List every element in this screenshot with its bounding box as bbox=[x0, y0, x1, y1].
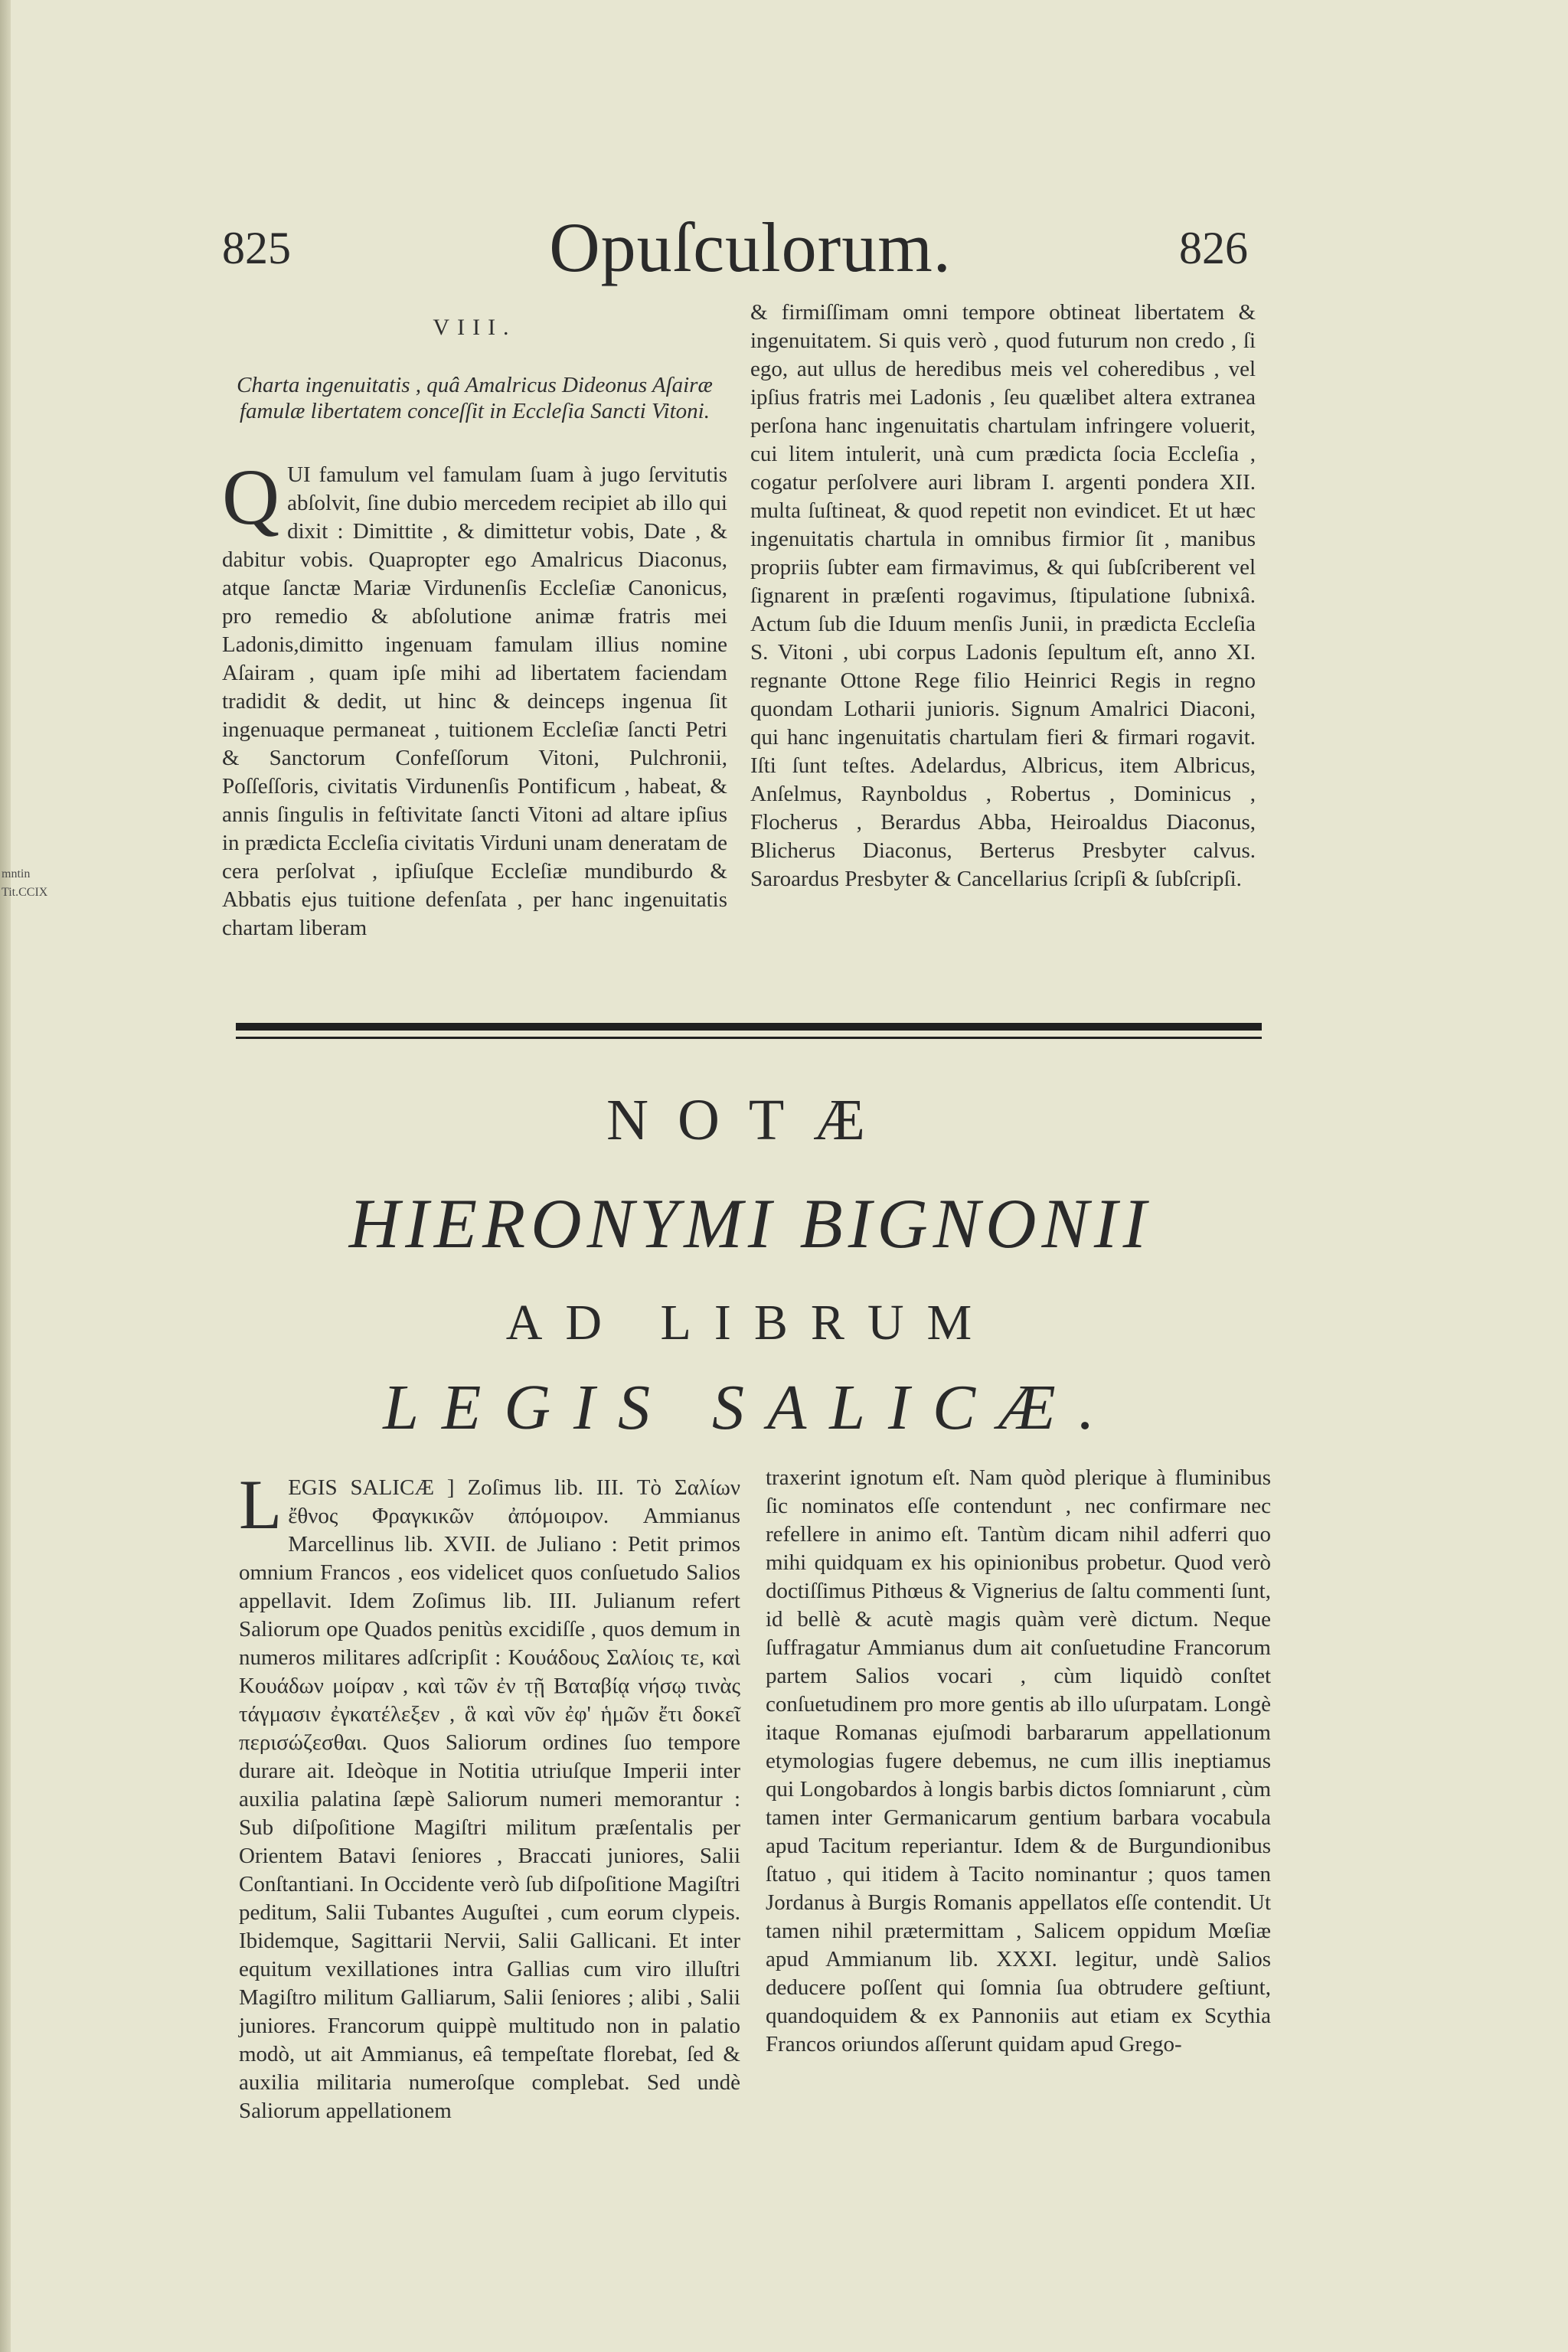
notes-title-line2: HIERONYMI BIGNONII bbox=[348, 1184, 1152, 1263]
charter-left-column bbox=[222, 310, 727, 942]
divider-thin bbox=[236, 1037, 1262, 1039]
notes-title-line4: LEGIS SALICÆ. bbox=[383, 1372, 1118, 1443]
right-page-number: 826 bbox=[1179, 223, 1248, 273]
section-number: VIII. bbox=[433, 315, 517, 340]
charter-right-text: & firmiſſimam omni tempore obtineat libertatem & ingenuitatem. Si quis verò , quod futurum non credo , ſi ego, aut ullus de heredibus meis vel coheredibus , vel ipſius fratris mei Ladonis , ſeu quælibet altera extranea perſona hanc ingenuitatis chartulam infringere voluerit, cui litem intulerit, unà cum prædicta ſocia Eccleſia , cogatur perſolvere auri libram I. argenti pondera XII. multa ſuſtineat, & quod repetit non evindicet. Et ut hæc ingenuitatis chartula in omnibus firmior ſit , manibus propriis ſubter eam firmavimus, & qui ſubſcriberent vel ſignarent in præſenti rogavimus, ſtipulatione ſubnixâ. Actum ſub die Iduum menſis Junii, in prædicta Eccleſia S. Vitoni , ubi corpus Ladonis ſepultum eſt, anno XI. regnante Ottone Rege filio Heinrici Regis in regno quondam Lotharii junioris. Signum Amalrici Diaconi, qui hanc ingenuitatis chartulam fieri & firmari rogavit. Iſti ſunt teſtes. Adelardus, Albricus, item Albricus, Anſelmus, Raynboldus , Robertus , Dominicus , Flocherus , Berardus Abba, Heiroaldus Diaconus, Blicherus Diaconus, Berterus Presbyter calvus. Saroardus Presbyter & Cancellarius ſcripſi & ſubſcripſi. bbox=[750, 300, 1256, 891]
notes-right-column bbox=[766, 1464, 1271, 2059]
margin-note-line: mntin bbox=[2, 867, 31, 880]
drop-cap: L bbox=[239, 1465, 283, 1544]
margin-note bbox=[2, 865, 48, 902]
charter-summary: Charta ingenuitatis , quâ Amalricus Dideonus Aſairæ famulæ libertatem conceſſit in Eccleſia Sancti Vitoni. bbox=[237, 373, 713, 423]
drop-cap: Q bbox=[222, 453, 280, 541]
notes-left-column bbox=[239, 1465, 740, 2125]
charter-paragraph bbox=[222, 453, 727, 942]
notes-right-text: traxerint ignotum eſt. Nam quòd plerique à fluminibus ſic nominatos eſſe contendunt , nec confirmare nec refellere in animo eſt. Tantùm dicam nihil adferri quo mihi quidquam ex his opinionibus probetur. Quod verò doctiſſimus Pithœus & Vignerius de ſaltu commenti ſunt, id bellè & acutè magis quàm verè dictum. Neque ſuffragatur Ammianus dum ait conſuetudine Francorum partem Salios vocari , cùm liquidò conſtet conſuetudinem pro more gentis ab illo uſurpatam. Longè itaque Romanas ejuſmodi barbararum appellationum etymologias fugere debemus, ne cum illis ineptiamus qui Longobardos à longis barbis dictos ſomniarunt , cùm tamen inter Germanicarum gentium barbara vocabula apud Tacitum reperiantur. Idem & de Burgundionibus ſtatuo , qui itidem à Tacito nominantur ; quos tamen Jordanus à Burgis Romanis appellatos eſſe contendit. Ut tamen nihil prætermittam , Salicem oppidum Mœſiæ apud Ammianum lib. XXXI. legitur, undè Salios deducere poſſent qui ſomnia ſua obtrudere geſtiunt, quandoquidem & ex Pannoniis aut etiam ex Scythia Francos oriundos aſſerunt quidam apud Grego- bbox=[766, 1465, 1271, 2056]
charter-left-text: UI famulum vel famulam ſuam à jugo ſervitutis abſolvit, ſine dubio mercedem recipiet ab illo qui dixit : Dimittite , & dimittetur vobis, Date , & dabitur vobis. Quapropter ego Amalricus Diaconus, atque ſanctæ Mariæ Virdunenſis Eccleſiæ Canonicus, pro remedio & abſolutione animæ fratris mei Ladonis,dimitto ingenuam famulam illius nomine Aſairam , quam ipſe mihi ad libertatem faciendam tradidit & dedit, ut hinc & deinceps ingenua ſit ingenuaque permaneat , tuitionem Eccleſiæ ſancti Petri & Sanctorum Confeſſorum Vitoni, Pulchronii, Poſſeſſoris, civitatis Virdunenſis Pontificum , habeat, & annis ſingulis in feſtivitate ſancti Vitoni ad altare ipſius in prædicta Eccleſia civitatis Virduni unam deneratam de cera perſolvat , ipſiuſque Eccleſiæ mundiburdo & Abbatis ejus tuitione defenſata , per hanc ingenuitatis chartam liberam bbox=[222, 462, 727, 940]
notes-title-line1: NOTÆ bbox=[606, 1088, 894, 1152]
divider-thick bbox=[236, 1023, 1262, 1031]
notes-title-line3: AD LIBRUM bbox=[505, 1295, 995, 1351]
charter-right-column bbox=[750, 299, 1256, 893]
running-title: Opuſculorum. bbox=[549, 208, 952, 286]
page-spine-shadow bbox=[0, 0, 11, 2352]
notes-left-text: EGIS SALICÆ ] Zoſimus lib. III. Τὸ Σαλίων ἔθνος Φραγκικῶν ἀπόμοιρον. Ammianus Marcellinus lib. XVII. de Juliano : Petit primos omnium Francos , eos videlicet quos conſuetudo Salios appellavit. Idem Zoſimus lib. III. Julianum refert Saliorum ope Quados penitùs excidiſſe , quos demum in numeros militares adſcripſit : Κουάδους Σαλίοις τε, καὶ Κουάδων μοίραν , καὶ τῶν ἐν τῇ Βαταβίᾳ νήσῳ τινὰς τάγμασιν ἐγκατέλεξεν , ἃ καὶ νῦν ἐφ' ἡμῶν ἔτι δοκεῖ περισώζεσθαι. Quos Saliorum ordines ſuo tempore durare ait. Ideòque in Notitia utriuſque Imperii inter auxilia palatina ſæpè Saliorum numeri memorantur : Sub diſpoſitione Magiſtri militum præſentalis per Orientem Batavi ſeniores , Braccati juniores, Salii Conſtantiani. In Occidente verò ſub diſpoſitione Magiſtri peditum, Salii Tubantes Auguſtei , cum eorum clypeis. Ibidemque, Sagittarii Nervii, Salii Gallicani. Et inter equitum vexillationes intra Gallias cum viro illuſtri Magiſtro militum Galliarum, Salii ſeniores ; alibi , Salii juniores. Francorum quippè multitudo non in palatio modò, ut ait Ammianus, eâ tempeſtate florebat, ſed & auxilia militaria numeroſque complebat. Sed undè Saliorum appellationem bbox=[239, 1475, 740, 2123]
left-page-number: 825 bbox=[222, 223, 291, 273]
notes-paragraph bbox=[239, 1465, 740, 2125]
margin-note-line: Tit.CCIX bbox=[2, 886, 48, 899]
